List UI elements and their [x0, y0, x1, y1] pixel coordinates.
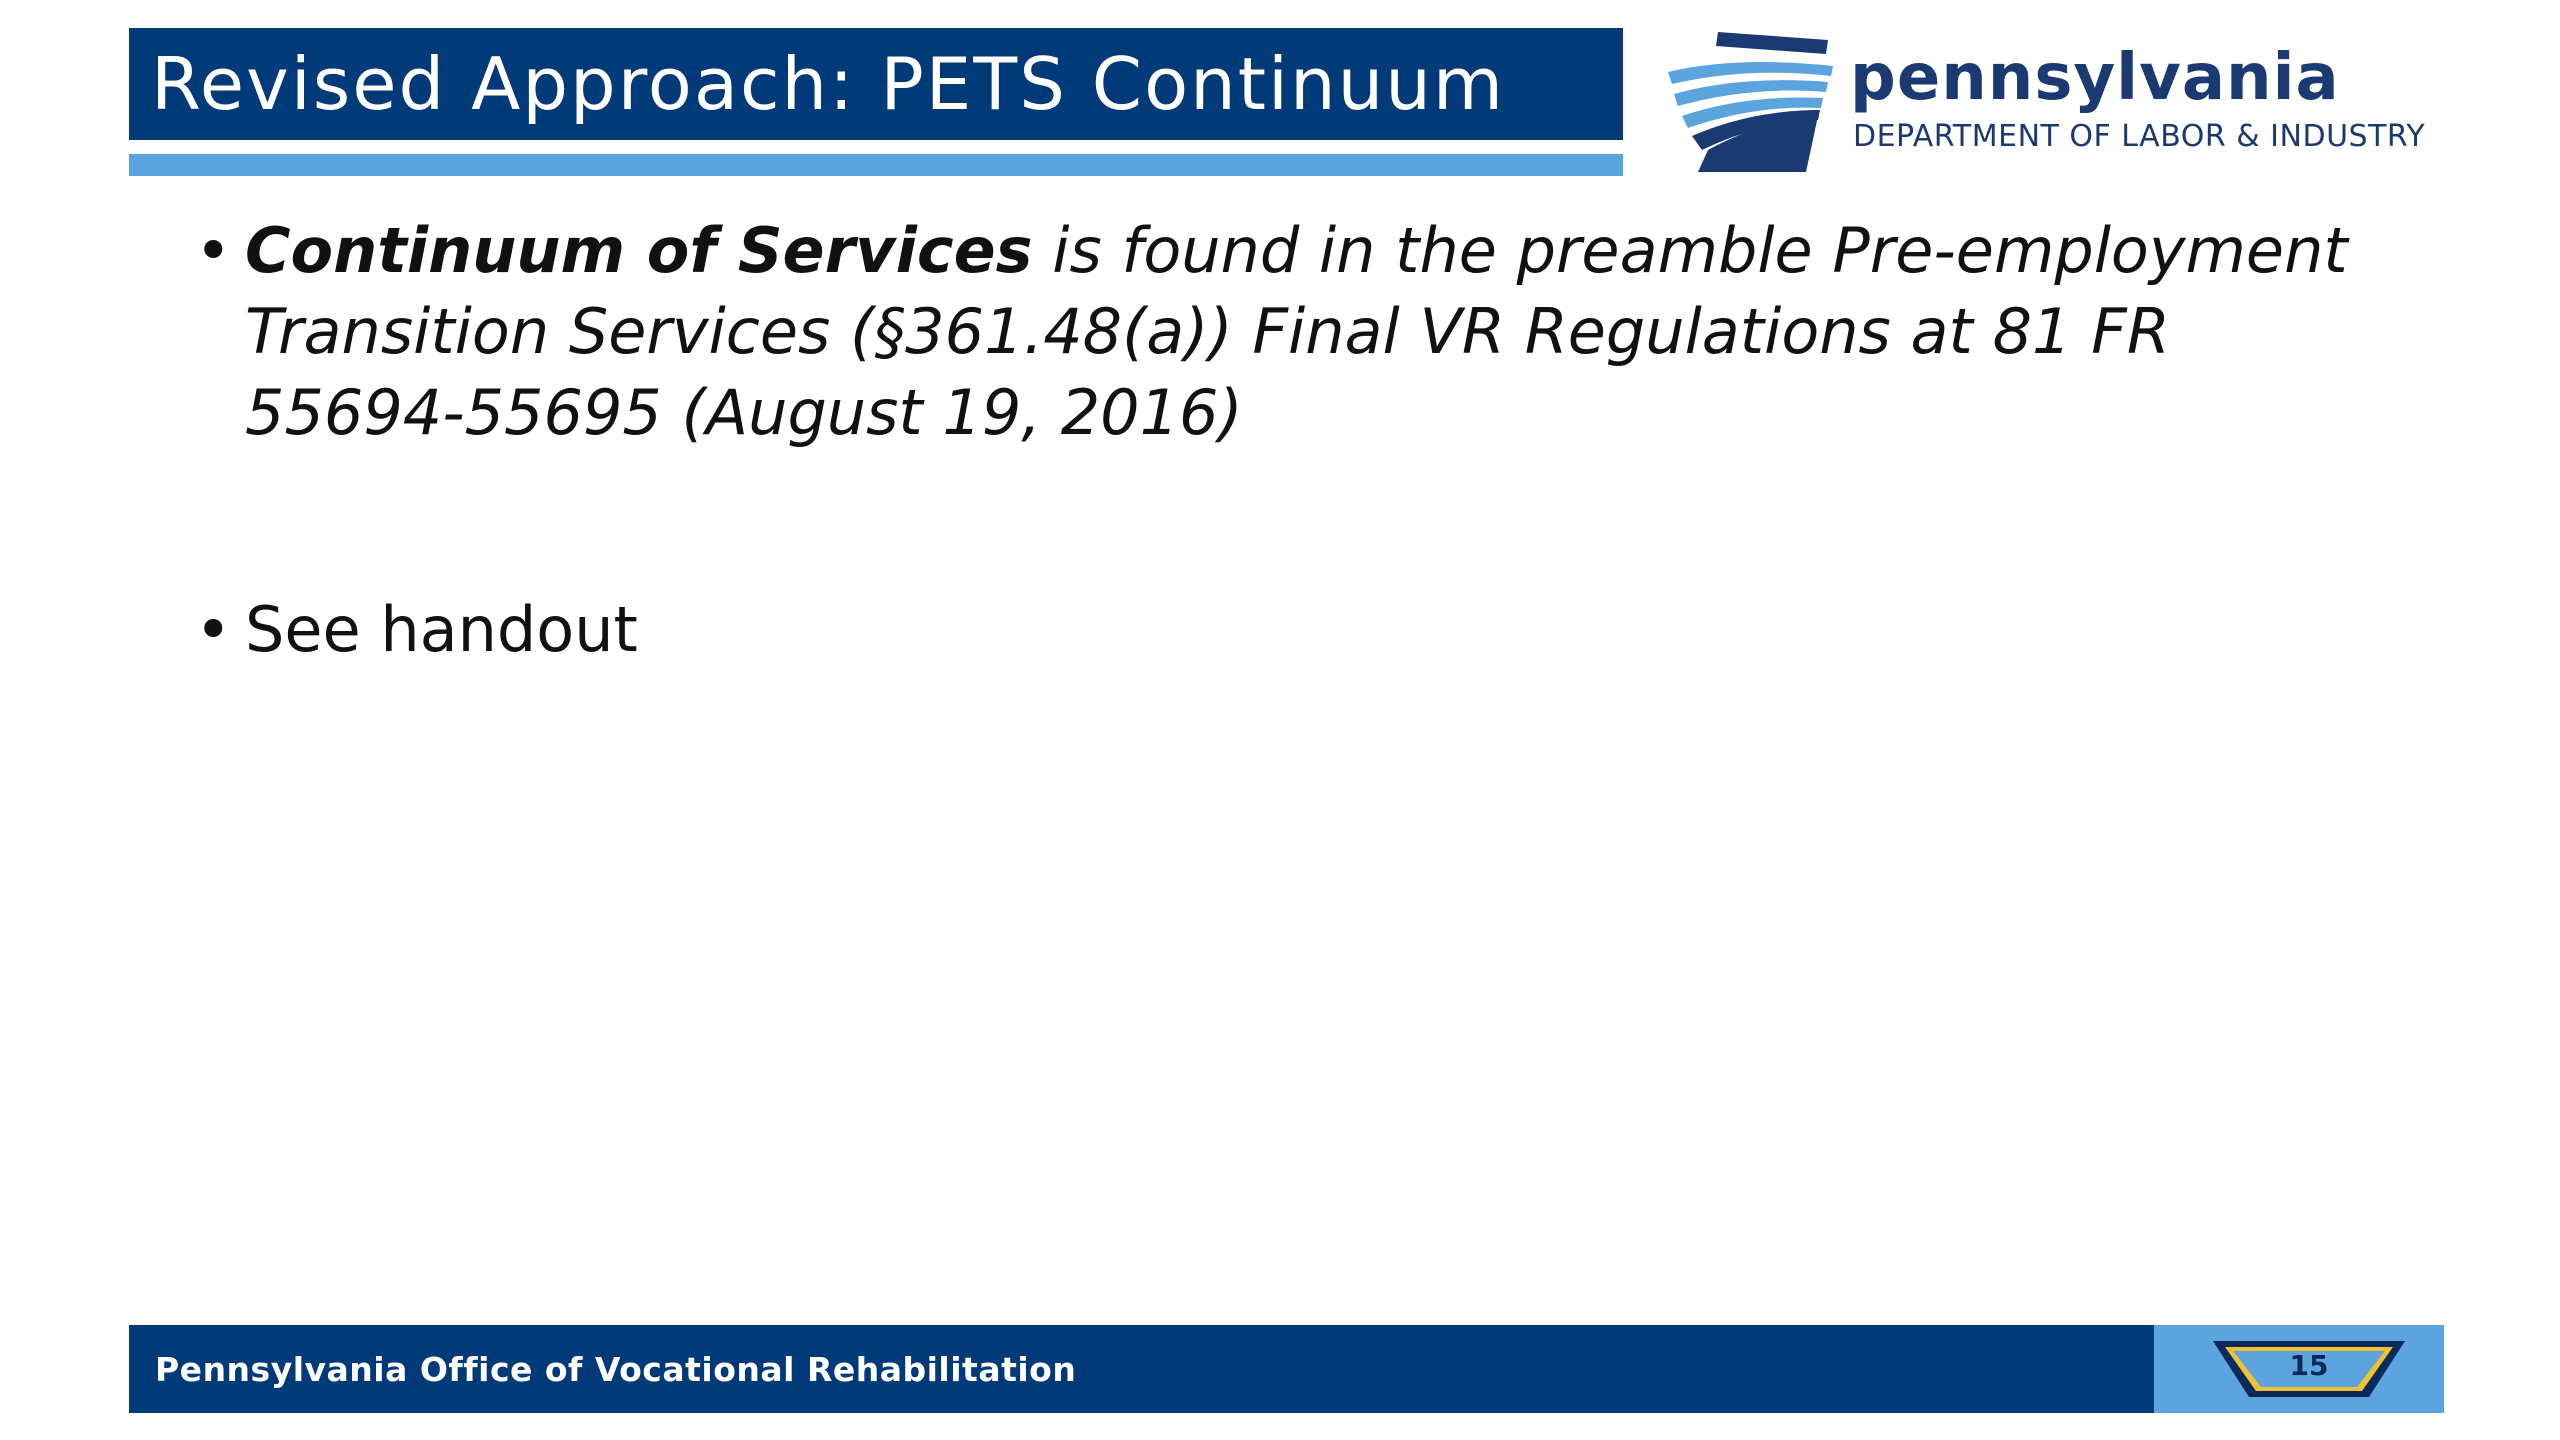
bullet-list [195, 210, 2395, 670]
page-number: 15 [2289, 1348, 2329, 1382]
footer-bar [129, 1325, 2444, 1413]
logo-department: DEPARTMENT OF LABOR & INDUSTRY [1853, 119, 2426, 154]
title-underline [129, 154, 1623, 176]
pa-labor-industry-logo [1668, 32, 2468, 172]
bullet-text: See handout [245, 593, 638, 666]
bullet-text: is found in the preamble Pre-employment Transition Services (§361.48(a)) Final VR Regulations at 81 FR 55694-55695 (August 19, 2016) [245, 214, 2348, 449]
logo-wordmark: pennsylvania [1850, 41, 2340, 115]
footer-organization: Pennsylvania Office of Vocational Rehabilitation [155, 1349, 1077, 1389]
bullet-item [195, 210, 2395, 453]
bullet-item [195, 589, 2395, 670]
bullet-lead: Continuum of Services [245, 214, 1033, 287]
slide-title: Revised Approach: PETS Continuum [151, 42, 1506, 126]
keystone-logo-icon [1668, 32, 1838, 172]
page-number-box [2154, 1325, 2444, 1413]
title-bar [129, 28, 1623, 140]
